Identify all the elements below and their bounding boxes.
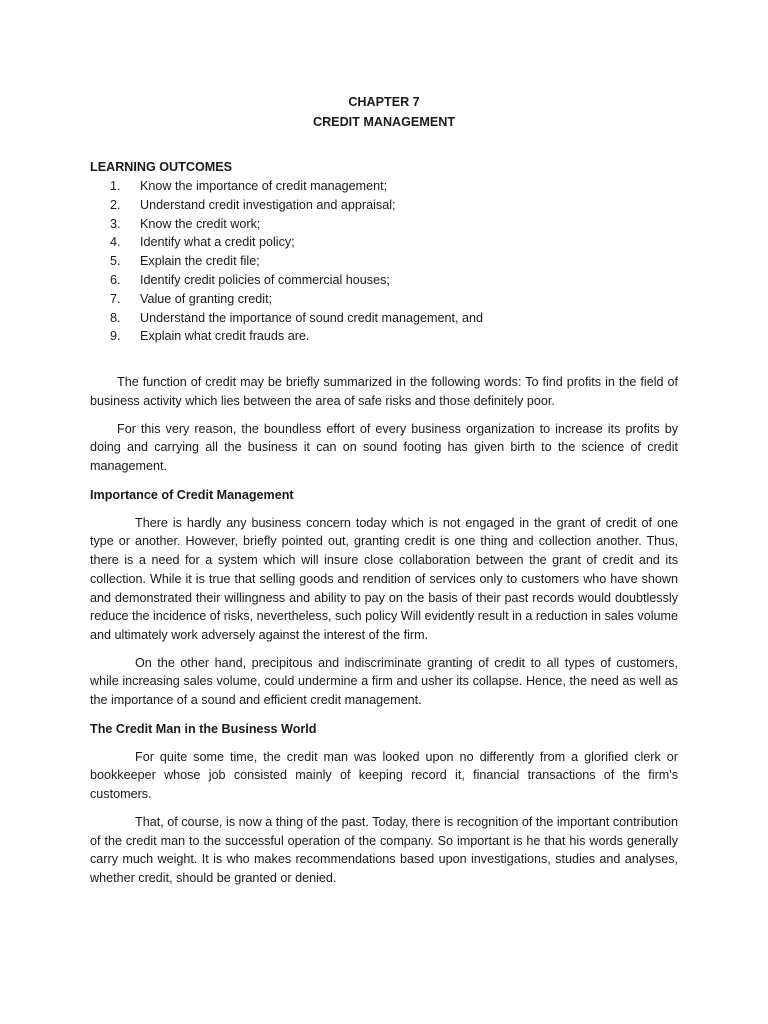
section-heading-importance: Importance of Credit Management [90, 487, 294, 502]
credit-man-paragraph: For quite some time, the credit man was looked upon no differently from a glorified clerk or bookkeeper whose job consisted mainly of keeping record it, financial transactions of the firm's customers. [90, 749, 678, 802]
outcome-text: Explain what credit frauds are. [140, 329, 310, 344]
outcome-text: Identify credit policies of commercial houses; [140, 272, 390, 287]
outcome-number: 8. [110, 310, 121, 325]
outcome-number: 6. [110, 272, 121, 287]
outcome-text: Identify what a credit policy; [140, 235, 295, 250]
outcome-item [90, 177, 678, 196]
chapter-number: CHAPTER 7 [348, 95, 420, 109]
outcome-number: 1. [110, 179, 121, 193]
outcome-number: 4. [110, 235, 121, 250]
outcome-number: 2. [110, 197, 121, 212]
chapter-title: CREDIT MANAGEMENT [312, 115, 456, 129]
intro-paragraph: The function of credit may be briefly summarized in the following words: To find profits in the field of business activity which lies between the area of safe risks and those definitely poor. [90, 375, 678, 408]
learning-outcomes-heading: LEARNING OUTCOMES [90, 160, 233, 174]
outcome-item [90, 196, 678, 215]
outcome-text: Understand credit investigation and appraisal; [140, 197, 396, 212]
importance-paragraph: There is hardly any business concern today which is not engaged in the grant of credit of one type or another. However, briefly pointed out, granting credit is one thing and collection another. Thus, there is a need for a system which will insure close collaboration between the grant of credit and its collection. While it is true that selling goods and rendition of services only to customers who have shown and demonstrated their willingness and ability to pay on the basis of their past records would doubtlessly reduce the incidence of risks, nevertheless, such policy Will evidently result in a reduction in sales volume and ultimately work adversely against the interest of the firm. [90, 515, 678, 642]
intro-paragraph: For this very reason, the boundless effort of every business organization to increase its profits by doing and carrying all the business it can on sound footing has given birth to the science of credit management. [90, 421, 678, 473]
document-body [90, 93, 678, 888]
outcome-text: Know the credit work; [140, 216, 261, 231]
outcome-text: Explain the credit file; [140, 254, 260, 269]
outcome-text: Value of granting credit; [140, 291, 273, 306]
credit-man-paragraph: That, of course, is now a thing of the past. Today, there is recognition of the important contribution of the credit man to the successful operation of the company. So important is he that his words generally carry much weight. It is who makes recommendations based upon investigations, studies and analyses, whether credit, should be granted or denied. [90, 814, 678, 885]
outcome-item [90, 271, 678, 290]
outcome-item [90, 215, 678, 234]
outcome-number: 7. [110, 291, 121, 306]
outcome-item [90, 290, 678, 309]
outcome-number: 5. [110, 254, 121, 269]
outcome-text: Understand the importance of sound credit management, and [140, 310, 484, 325]
outcome-item [90, 252, 678, 271]
outcome-item [90, 327, 678, 346]
outcome-number: 9. [110, 329, 121, 344]
outcome-number: 3. [110, 216, 121, 231]
importance-paragraph: On the other hand, precipitous and indiscriminate granting of credit to all types of customers, while increasing sales volume, could undermine a firm and usher its collapse. Hence, the need as well as the importance of a sound and efficient credit management. [90, 655, 678, 708]
outcome-item [90, 233, 678, 252]
section-heading-credit-man: The Credit Man in the Business World [90, 721, 317, 736]
learning-outcomes-list [90, 177, 678, 346]
outcome-item [90, 309, 678, 328]
outcome-text: Know the importance of credit management; [140, 179, 388, 193]
